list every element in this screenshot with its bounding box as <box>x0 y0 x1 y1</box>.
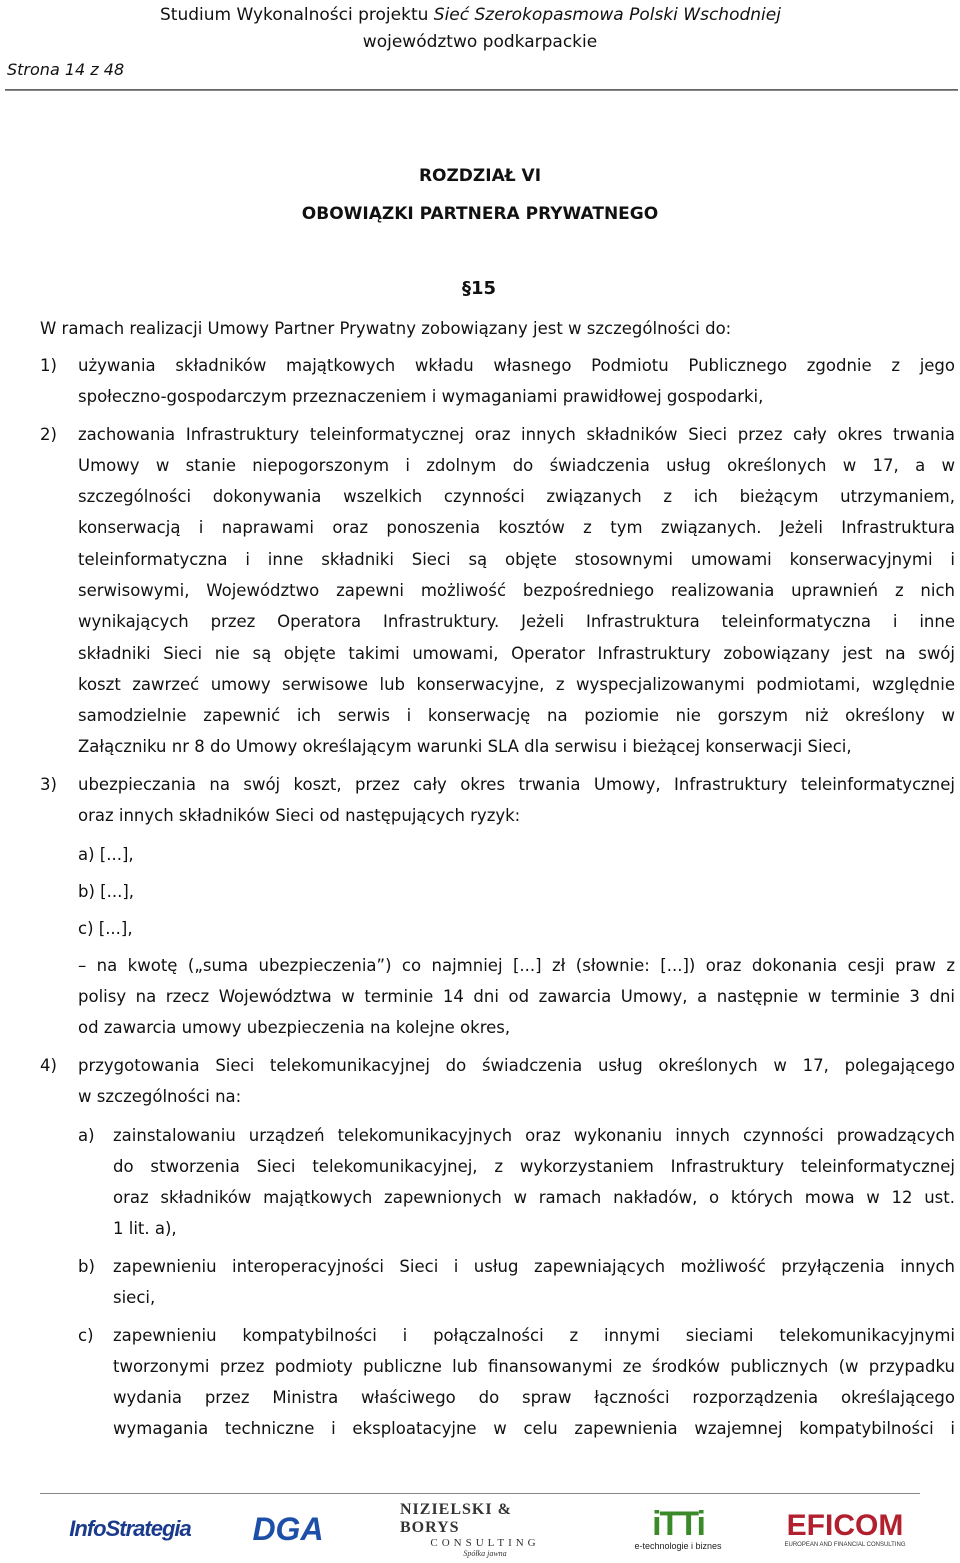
item-text-line: społeczno-gospodarczym przeznaczeniem i wymaganiami prawidłowej gospodarki, <box>78 387 764 406</box>
sub-item-text-line: zainstalowaniu urządzeń telekomunikacyjnych oraz wykonaniu innych czynności prowadzących <box>113 1126 955 1145</box>
item-text-line: używania składników majątkowych wkładu własnego Podmiotu Publicznego zgodnie z jego <box>78 356 955 375</box>
paragraph-number-value: 15 <box>471 278 497 299</box>
item-number: 1) <box>40 356 57 375</box>
item-text-line: polisy na rzecz Województwa w terminie 14 dni od zawarcia Umowy, a następnie w terminie 3 dni <box>78 987 955 1006</box>
eficom-logo-mark: EFICOM <box>786 1509 904 1542</box>
item-number: 2) <box>40 425 57 444</box>
item-text-line: składniki Sieci nie są objęte takimi umowami, Operator Infrastruktury zobowiązany jest na swój <box>78 644 955 663</box>
item-text-line: Umowy w stanie niepogorszonym i zdolnym do świadczenia usług określonych w 17, a w <box>78 456 955 475</box>
intro-text: W ramach realizacji Umowy Partner Prywatny zobowiązany jest w szczególności do: <box>40 319 732 338</box>
sub-item-letter: b) <box>78 1257 95 1276</box>
item-text-line: wynikających przez Operatora Infrastruktury. Jeżeli Infrastruktura teleinformatyczna i inne <box>78 612 955 631</box>
document-header-title <box>160 3 960 27</box>
sub-item-text-line: oraz składników majątkowych zapewnionych w ramach nakładów, o których mowa w 12 ust. <box>113 1188 955 1207</box>
item-number: 4) <box>40 1056 57 1075</box>
sub-item-letter: c) <box>78 1326 94 1345</box>
item-text-line: szczególności dokonywania wszelkich czynności związanych z ich bieżącym utrzymaniem, <box>78 487 955 506</box>
sub-item-text-line: wymagania techniczne i eksploatacyjne w celu zapewnienia wzajemnej kompatybilności i <box>113 1419 955 1438</box>
sub-item-text-line: wydania przez Ministra właściwego do spraw łączności rozporządzenia określającego <box>113 1388 955 1407</box>
nb-logo-name: NIZIELSKI & BORYS <box>400 1500 512 1536</box>
sub-item-text-line: zapewnieniu kompatybilności i połączalności z innymi sieciami telekomunikacyjnymi <box>113 1326 955 1345</box>
itti-logo-tagline: e-technologie i biznes <box>634 1541 722 1551</box>
item-text-line: konserwacją i naprawami oraz ponoszenia kosztów z tym związanych. Jeżeli Infrastruktura <box>78 518 955 537</box>
header-project-name: Sieć Szerokopasmowa Polski Wschodniej <box>433 5 781 25</box>
item-number: 3) <box>40 775 57 794</box>
header-divider <box>5 89 958 91</box>
item-text-line: przygotowania Sieci telekomunikacyjnej do świadczenia usług określonych w 17, polegającego <box>78 1056 955 1075</box>
paragraph-number <box>462 278 496 299</box>
sub-item: c) [...], <box>78 919 133 938</box>
item-text-line: – na kwotę („suma ubezpieczenia”) co najmniej [...] zł (słownie: [...]) oraz dokonania cesji praw z <box>78 956 955 975</box>
item-text-line: w szczególności na: <box>78 1087 242 1106</box>
item-text-line: serwisowymi, Województwo zapewni możliwość bezpośredniego realizowania uprawnień z nich <box>78 581 955 600</box>
item-text-line: samodzielnie zapewnić ich serwis i konserwację na poziomie nie gorszym niż określony w <box>78 706 955 725</box>
eficom-logo-tagline: EUROPEAN AND FINANCIAL CONSULTING <box>784 1542 906 1548</box>
sub-item-text-line: do stworzenia Sieci telekomunikacyjnej, z wykorzystaniem Infrastruktury teleinformatycznej <box>113 1157 955 1176</box>
section-sign-icon: § <box>462 278 471 299</box>
header-title-text: Studium Wykonalności projektu <box>160 5 434 25</box>
sub-item-text-line: zapewnieniu interoperacyjności Sieci i usług zapewniających możliwość przyłączenia innych <box>113 1257 955 1276</box>
dga-logo: DGA <box>252 1510 324 1547</box>
nb-logo-form: Spółka jawna <box>463 1548 507 1558</box>
item-text-line: od zawarcia umowy ubezpieczenia na kolejne okres, <box>78 1018 511 1037</box>
item-text-line: oraz innych składników Sieci od następujących ryzyk: <box>78 806 521 825</box>
sub-item-text-line: 1 lit. a), <box>113 1219 177 1238</box>
sub-item: a) [...], <box>78 845 134 864</box>
item-text-line: Załączniku nr 8 do Umowy określającym warunki SLA dla serwisu i bieżącej konserwacji Sieci, <box>78 737 852 756</box>
nizielski-borys-logo <box>400 1500 570 1558</box>
item-text-line: teleinformatyczna i inne składniki Sieci są objęte stosownymi umowami konserwacyjnymi i <box>78 550 955 569</box>
item-text-line: zachowania Infrastruktury teleinformatycznej oraz innych składników Sieci przez cały okres trwania <box>78 425 955 444</box>
eficom-logo <box>770 1500 920 1558</box>
item-text-line: koszt zawrzeć umowy serwisowe lub konserwacyjne, z wyspecjalizowanymi podmiotami, względnie <box>78 675 955 694</box>
sub-item: b) [...], <box>78 882 135 901</box>
sub-item-text-line: sieci, <box>113 1288 156 1307</box>
infostrategia-logo: InfoStrategia <box>69 1516 191 1541</box>
chapter-title: OBOWIĄZKI PARTNERA PRYWATNEGO <box>301 204 659 224</box>
item-text-line: ubezpieczania na swój koszt, przez cały okres trwania Umowy, Infrastruktury teleinformatycznej <box>78 775 955 794</box>
footer-divider <box>40 1493 920 1494</box>
nb-logo-consulting: CONSULTING <box>430 1536 540 1549</box>
itti-logo <box>618 1500 738 1558</box>
document-header-region: województwo podkarpackie <box>362 32 598 52</box>
sub-item-text-line: tworzonymi przez podmioty publiczne lub finansowanymi ze środków publicznych (w przypadku <box>113 1357 955 1376</box>
chapter-number: ROZDZIAŁ VI <box>418 166 542 186</box>
itti-logo-mark: iTTi <box>652 1505 704 1543</box>
sub-item-letter: a) <box>78 1126 95 1145</box>
page-number: Strona 14 z 48 <box>7 60 125 79</box>
